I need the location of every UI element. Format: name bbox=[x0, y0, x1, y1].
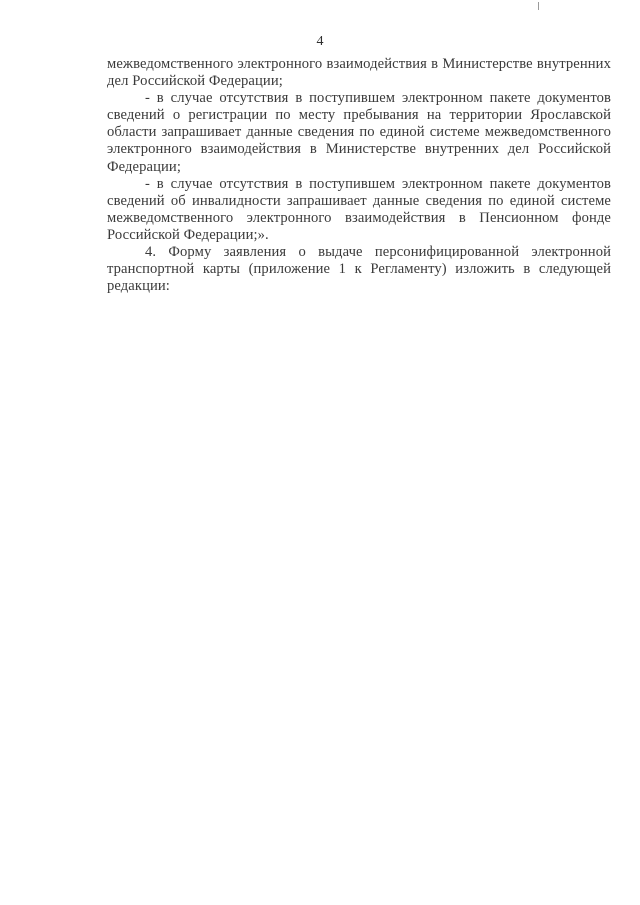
paragraph-mvd-continuation: межведомственного электронного взаимодействия в Министерстве внутренних дел Российской Федерации; bbox=[107, 56, 611, 90]
document-body bbox=[107, 56, 611, 295]
scan-artifact-mark bbox=[538, 2, 539, 10]
paragraph-registration-request: - в случае отсутствия в поступившем электронном пакете документов сведений о регистрации по месту пребывания на территории Ярославской области запрашивает данные сведения по единой системе межведомственного электронного взаимодействия в Министерстве внутренних дел Российской Федерации; bbox=[107, 90, 611, 175]
paragraph-item-4: 4. Форму заявления о выдаче персонифицированной электронной транспортной карты (приложение 1 к Регламенту) изложить в следующей редакции: bbox=[107, 244, 611, 295]
paragraph-disability-request: - в случае отсутствия в поступившем электронном пакете документов сведений об инвалидности запрашивает данные сведения по единой системе межведомственного электронного взаимодействия в Пенсионном фонде Российской Федерации;». bbox=[107, 175, 611, 243]
page-number: 4 bbox=[316, 34, 324, 49]
